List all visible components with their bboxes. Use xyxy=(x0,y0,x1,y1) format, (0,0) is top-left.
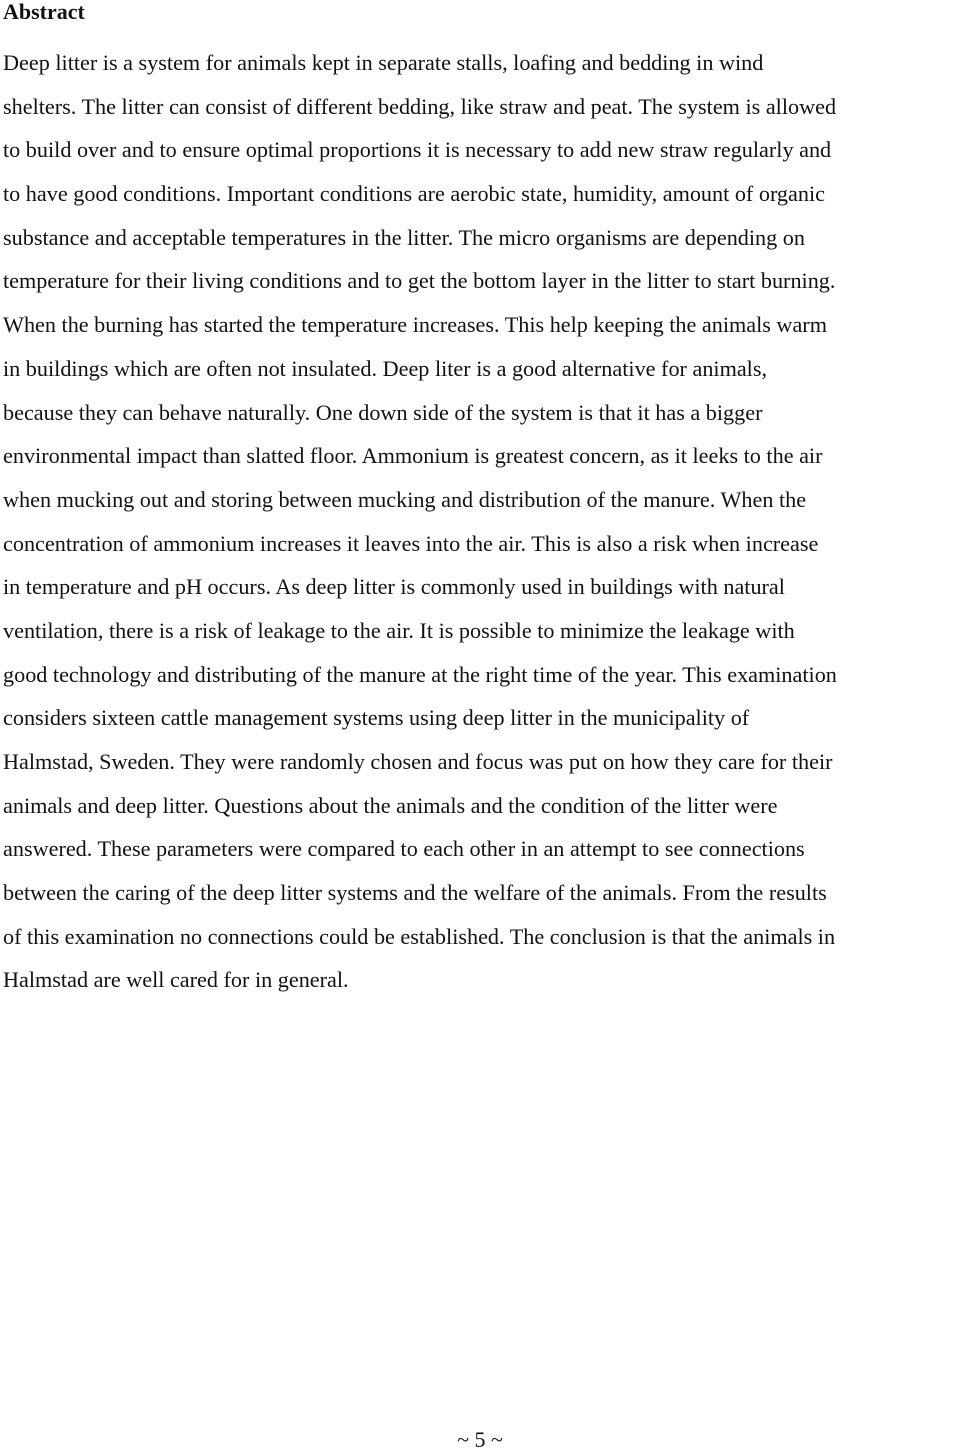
abstract-line: in temperature and pH occurs. As deep litter is commonly used in buildings with natural xyxy=(3,574,785,600)
abstract-body xyxy=(3,41,959,1002)
abstract-line: between the caring of the deep litter systems and the welfare of the animals. From the results xyxy=(3,880,827,906)
abstract-line: ventilation, there is a risk of leakage to the air. It is possible to minimize the leakage with xyxy=(3,617,795,643)
abstract-line: Deep litter is a system for animals kept in separate stalls, loafing and bedding in wind xyxy=(3,50,764,75)
abstract-line: when mucking out and storing between mucking and distribution of the manure. When the xyxy=(3,486,807,512)
abstract-line: to have good conditions. Important conditions are aerobic state, humidity, amount of organic xyxy=(3,181,825,207)
abstract-line: answered. These parameters were compared to each other in an attempt to see connections xyxy=(3,836,805,862)
abstract-heading: Abstract xyxy=(3,0,85,24)
abstract-line: Halmstad are well cared for in general. xyxy=(3,967,349,993)
abstract-line: because they can behave naturally. One down side of the system is that it has a bigger xyxy=(3,399,763,425)
abstract-line: When the burning has started the temperature increases. This help keeping the animals warm xyxy=(3,312,827,338)
abstract-line: animals and deep litter. Questions about the animals and the condition of the litter were xyxy=(3,792,778,818)
abstract-line: to build over and to ensure optimal proportions it is necessary to add new straw regularly and xyxy=(3,137,832,163)
document-page xyxy=(3,0,959,1002)
abstract-line: concentration of ammonium increases it leaves into the air. This is also a risk when increase xyxy=(3,530,819,556)
page-number: ~ 5 ~ xyxy=(457,1427,503,1452)
abstract-line: temperature for their living conditions and to get the bottom layer in the litter to start burning. xyxy=(3,268,836,294)
abstract-line: of this examination no connections could be established. The conclusion is that the animals in xyxy=(3,923,836,949)
abstract-line: substance and acceptable temperatures in the litter. The micro organisms are depending on xyxy=(3,224,805,250)
abstract-line: environmental impact than slatted floor. Ammonium is greatest concern, as it leeks to the air xyxy=(3,443,823,469)
abstract-line: good technology and distributing of the manure at the right time of the year. This examination xyxy=(3,661,837,687)
abstract-line: shelters. The litter can consist of different bedding, like straw and peat. The system is allowed xyxy=(3,93,837,119)
abstract-line: in buildings which are often not insulated. Deep liter is a good alternative for animals, xyxy=(3,355,768,381)
abstract-line: considers sixteen cattle management systems using deep litter in the municipality of xyxy=(3,705,750,731)
abstract-line: Halmstad, Sweden. They were randomly chosen and focus was put on how they care for their xyxy=(3,749,833,774)
